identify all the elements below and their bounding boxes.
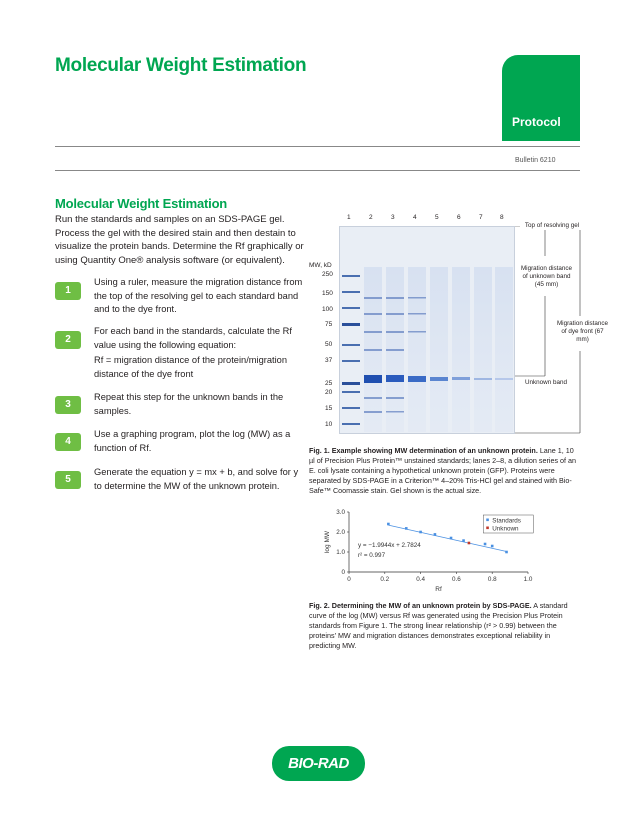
data-point-standards bbox=[505, 551, 508, 554]
lane-label: 1 bbox=[347, 214, 351, 221]
marker-label: 50 bbox=[325, 341, 333, 348]
bulletin-number: Bulletin 6210 bbox=[515, 157, 556, 164]
fit-equation: y = −1.9944x + 2.7824 bbox=[357, 542, 421, 549]
y-tick-label: 3.0 bbox=[336, 509, 345, 516]
data-point-standards bbox=[462, 539, 465, 542]
figure2-caption-title: Fig. 2. Determining the MW of an unknown protein by SDS-PAGE. bbox=[309, 601, 532, 610]
data-point-standards bbox=[450, 537, 453, 540]
bio-rad-logo: BIO-RAD bbox=[272, 746, 365, 781]
figure1-caption-title: Fig. 1. Example showing MW determination of an unknown protein. bbox=[309, 446, 538, 455]
x-tick-label: 0 bbox=[347, 576, 351, 583]
intro-paragraph: Run the standards and samples on an SDS-PAGE gel. Process the gel with the desired stain and then destain to visualize the protein bands. Determine the Rf graphically or using Quantity One® analysis software (or equivalent). bbox=[55, 214, 304, 266]
x-axis-label: Rf bbox=[435, 586, 442, 593]
marker-label: 10 bbox=[325, 421, 333, 428]
divider-top bbox=[55, 146, 580, 147]
unknown-migration-label: Migration distance of unknown band (45 mm) bbox=[520, 265, 573, 288]
step-1-badge: 1 bbox=[55, 282, 81, 300]
data-point-standards bbox=[405, 527, 408, 530]
protocol-label: Protocol bbox=[512, 115, 561, 129]
data-point-standards bbox=[491, 545, 494, 548]
top-of-gel-label: Top of resolving gel bbox=[520, 222, 584, 230]
data-point-standards bbox=[387, 523, 390, 526]
marker-label: 20 bbox=[325, 389, 333, 396]
chart-text bbox=[324, 509, 533, 593]
step-1-text: Using a ruler, measure the migration distance from the top of the resolving gel to each standard band and to the dye front. bbox=[94, 277, 303, 314]
figure2-caption-body: A standard curve of the log (MW) versus Rf was generated using the Precision Plus Protein standards from Figure 1. The strong linear relationship (r² > 0.99) between the proteins' MW and migration distances demonstrates exceptional reliability in predicting MW. bbox=[309, 601, 568, 650]
marker-label: 100 bbox=[322, 306, 333, 313]
step-3-badge: 3 bbox=[55, 396, 81, 414]
step-5-text: Generate the equation y = mx + b, and solve for y to determine the MW of the unknown protein. bbox=[94, 467, 299, 491]
standard-curve-chart bbox=[305, 504, 545, 600]
marker-label: 15 bbox=[325, 405, 333, 412]
unknown-band-label: Unknown band bbox=[522, 379, 570, 387]
x-tick-label: 1.0 bbox=[523, 576, 533, 583]
marker-label: 25 bbox=[325, 380, 333, 387]
x-tick-label: 0.2 bbox=[380, 576, 390, 583]
x-tick-label: 0.8 bbox=[487, 576, 497, 583]
marker-label: 75 bbox=[325, 321, 333, 328]
step-5-badge: 5 bbox=[55, 471, 81, 489]
page-title: Molecular Weight Estimation bbox=[55, 55, 307, 76]
r-squared: r² = 0.997 bbox=[357, 552, 386, 559]
step-3-text: Repeat this step for the unknown bands in the samples. bbox=[94, 392, 284, 416]
step-4-badge: 4 bbox=[55, 433, 81, 451]
data-point-standards bbox=[434, 533, 437, 536]
mw-axis-label: MW, kD bbox=[309, 262, 332, 269]
data-point-unknown bbox=[468, 542, 471, 545]
lane-label: 4 bbox=[413, 214, 417, 221]
data-point-standards bbox=[484, 543, 487, 546]
figure1-caption bbox=[309, 446, 581, 496]
lane-label: 8 bbox=[500, 214, 504, 221]
step-2-badge: 2 bbox=[55, 331, 81, 349]
legend-label: Unknown bbox=[492, 525, 519, 533]
gel-bands bbox=[340, 227, 515, 434]
figure2-caption bbox=[309, 601, 581, 651]
x-tick-label: 0.4 bbox=[416, 576, 425, 583]
step-2-text: For each band in the standards, calculate the Rf value using the following equation: bbox=[94, 326, 292, 350]
legend-swatch bbox=[486, 527, 489, 530]
x-tick-label: 0.6 bbox=[452, 576, 461, 583]
y-axis-label: log MW bbox=[324, 530, 331, 554]
marker-label: 250 bbox=[322, 271, 333, 278]
lane-label: 3 bbox=[391, 214, 395, 221]
step-2-equation: Rf = migration distance of the protein/migration distance of the dye front bbox=[94, 355, 288, 379]
data-point-standards bbox=[419, 531, 422, 534]
y-tick-label: 0 bbox=[341, 569, 345, 576]
section-heading: Molecular Weight Estimation bbox=[55, 196, 228, 211]
lane-label: 6 bbox=[457, 214, 461, 221]
legend-swatch bbox=[486, 519, 489, 522]
lane-label: 5 bbox=[435, 214, 439, 221]
divider-bottom bbox=[55, 170, 580, 171]
y-tick-label: 2.0 bbox=[336, 529, 345, 536]
lane-label: 2 bbox=[369, 214, 373, 221]
dye-front-label: Migration distance of dye front (67 mm) bbox=[556, 320, 609, 343]
legend-label: Standards bbox=[492, 517, 521, 525]
step-4-text: Use a graphing program, plot the log (MW) as a function of Rf. bbox=[94, 429, 291, 453]
lane-label: 7 bbox=[479, 214, 483, 221]
gel-image bbox=[339, 226, 515, 434]
figure1-caption-body: Lane 1, 10 µl of Precision Plus Protein™ unstained standards; lanes 2–8, a dilution series of an E. coli lysate containing a hypothetical unknown protein (GFP). Proteins were separated by SDS-PAGE in a Criterion™ 4–20% Tris-HCl gel and stained with Bio-Safe™ Coomassie stain. Gel shown is the actual size. bbox=[309, 446, 577, 495]
marker-label: 37 bbox=[325, 357, 333, 364]
lane-labels bbox=[340, 214, 520, 224]
y-tick-label: 1.0 bbox=[336, 549, 345, 556]
marker-label: 150 bbox=[322, 290, 333, 297]
